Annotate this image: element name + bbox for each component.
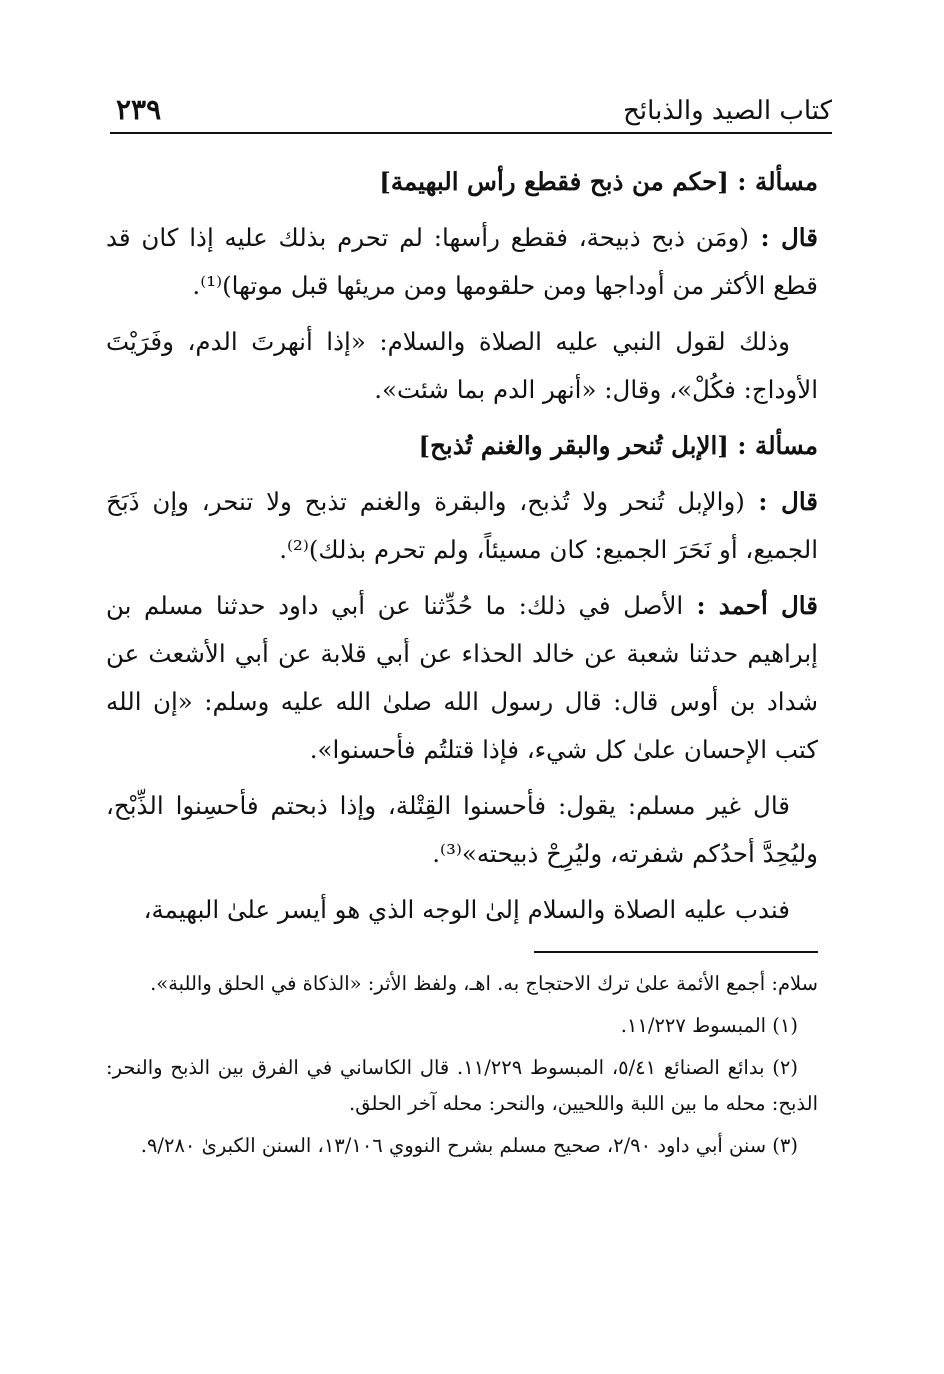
paragraph [106,318,818,414]
section-heading: مسألة : [الإبل تُنحر والبقر والغنم تُذبح] [418,431,818,460]
footnote-separator [534,951,818,953]
paragraph-text: فندب عليه الصلاة والسلام إلىٰ الوجه الذي هو أيسر علىٰ البهيمة، [143,895,790,924]
running-title: كتاب الصيد والذبائح [623,96,832,126]
page-number: ٢٣٩ [116,93,162,126]
paragraph-lead: قال : [748,223,818,252]
paragraph-text: الأصل في ذلك: ما حُدِّثنا عن أبي داود حدثنا مسلم بن إبراهيم حدثنا شعبة عن خالد الحذاء عن أبي قلابة عن أبي الأشعث عن شداد بن أوس قال: قال رسول الله صلىٰ الله عليه وسلم: «إن الله كتب الإحسان علىٰ كل شيء، فإذا قتلتُم فأحسنوا». [106,591,818,764]
footnotes [106,966,818,1170]
footnote: سلام: أجمع الأئمة علىٰ ترك الاحتجاج به. اهـ، ولفظ الأثر: «الذكاة في الحلق واللبة». [150,972,818,995]
paragraph-text: (والإبل تُنحر ولا تُذبح، والبقرة والغنم تذبح ولا تنحر، وإن ذَبَحَ الجميع، أو نَحَرَ الجميع: كان مسيئاً، ولم تحرم بذلك)⁽²⁾. [106,487,818,564]
paragraph [106,782,818,878]
paragraph-text: قال غير مسلم: يقول: فأحسنوا القِتْلة، وإذا ذبحتم فأحسِنوا الذِّبْح، وليُحِدَّ أحدُكم شفرته، وليُرِحْ ذبيحته»⁽³⁾. [106,791,818,868]
footnote: (١) المبسوط ١١/٢٢٧. [620,1014,798,1037]
paragraph-lead: قال أحمد : [683,591,818,620]
footnote: (٢) بدائع الصنائع ٥/٤١، المبسوط ١١/٢٢٩. قال الكاساني في الفرق بين الذبح والنحر: الذبح: محله ما بين اللبة واللحيين، والنحر: محله آخر الحلق. [106,1056,818,1115]
main-text [106,158,818,942]
paragraph-lead: قال : [744,487,818,516]
section-heading: مسألة : [حكم من ذبح فقطع رأس البهيمة] [379,167,818,196]
footnote: (٣) سنن أبي داود ٢/٩٠، صحيح مسلم بشرح النووي ١٣/١٠٦، السنن الكبرىٰ ٩/٢٨٠. [140,1134,798,1157]
paragraph [106,582,818,774]
paragraph [106,886,818,934]
paragraph [106,214,818,310]
paragraph-text: (ومَن ذبح ذبيحة، فقطع رأسها: لم تحرم بذلك عليه إذا كان قد قطع الأكثر من أوداجها ومن حلقومها ومن مريئها قبل موتها)⁽¹⁾. [106,223,818,300]
paragraph [106,478,818,574]
paragraph-text: وذلك لقول النبي عليه الصلاة والسلام: «إذا أنهرتَ الدم، وفَرَيْتَ الأوداج: فكُلْ»، وقال: «أنهر الدم بما شئت». [106,327,818,404]
page-header [110,84,832,134]
